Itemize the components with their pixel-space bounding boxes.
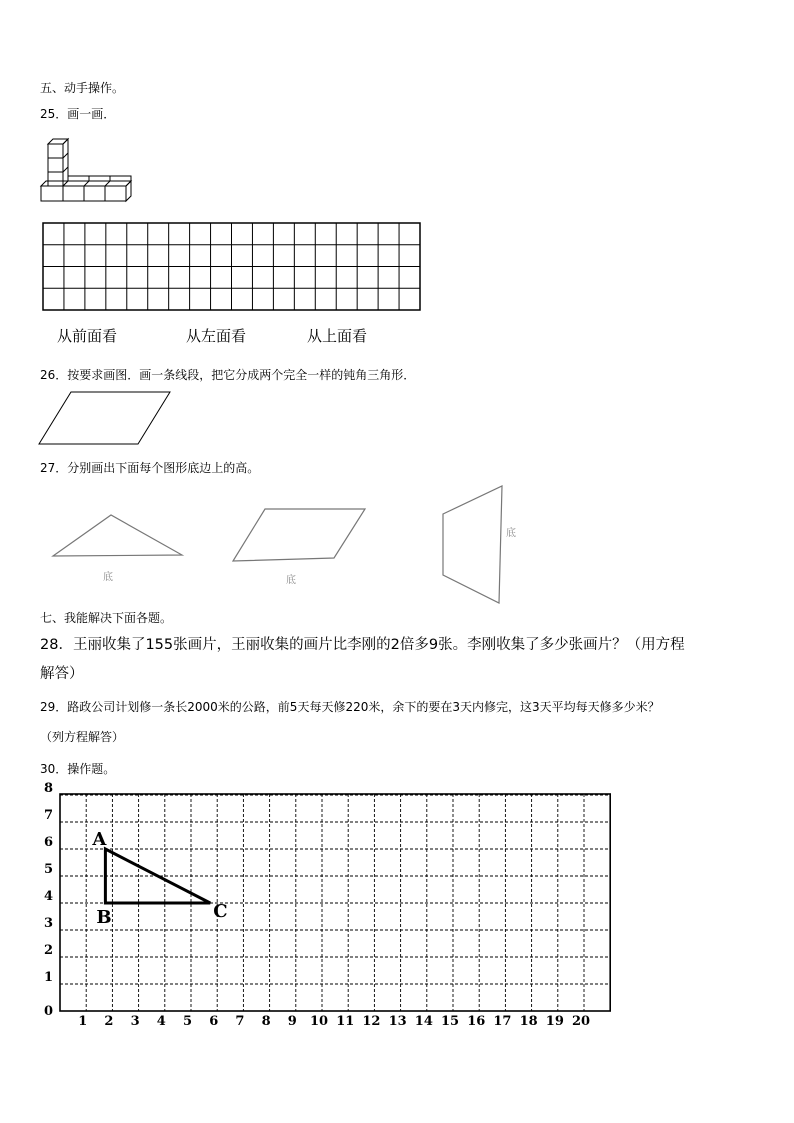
- q27-trapezoid-base-label: 底: [506, 528, 516, 539]
- q25-drawing-grid[interactable]: [43, 223, 420, 310]
- q30-x-tick-label: 4: [156, 1014, 166, 1029]
- q28-text-line1: 28．王丽收集了155张画片，王丽收集的画片比李刚的2倍多9张。李刚收集了多少张画片？（用方程: [40, 637, 685, 653]
- q30-x-tick-label: 13: [388, 1014, 407, 1029]
- q30-text: 30．操作题。: [40, 762, 116, 776]
- q30-x-tick-label: 5: [183, 1014, 193, 1029]
- section-five-heading: 五、动手操作。: [40, 81, 125, 95]
- q25-front-view-label: 从前面看: [57, 327, 118, 345]
- q30-y-tick-label: 0: [44, 1004, 54, 1019]
- q27-parallelogram-base-label: 底: [286, 575, 296, 586]
- q25-top-view-label: 从上面看: [307, 327, 368, 345]
- q29-text-line1: 29．路政公司计划修一条长2000米的公路，前5天每天修220米，余下的要在3天内修完，这3天平均每天修多少米？: [40, 700, 660, 714]
- q30-x-tick-label: 7: [235, 1014, 245, 1029]
- q30-x-tick-label: 20: [572, 1014, 591, 1029]
- section-seven-heading: 七、我能解决下面各题。: [40, 611, 173, 625]
- q30-x-tick-label: 8: [261, 1014, 271, 1029]
- q30-point-c-label: C: [213, 901, 228, 922]
- q30-point-a-label: A: [92, 829, 107, 850]
- q25-left-view-label: 从左面看: [186, 327, 247, 345]
- q26-text: 26．按要求画图．画一条线段，把它分成两个完全一样的钝角三角形．: [40, 368, 416, 382]
- q30-x-tick-label: 9: [287, 1014, 297, 1029]
- q25-text: 25．画一画．: [40, 107, 116, 121]
- q30-x-tick-label: 6: [209, 1014, 219, 1029]
- q30-y-axis-ticks: [44, 781, 53, 1019]
- q26-parallelogram: [39, 392, 170, 444]
- q27-triangle: [53, 515, 182, 556]
- q30-x-tick-label: 14: [414, 1014, 433, 1029]
- q30-y-tick-label: 8: [44, 781, 54, 796]
- q30-y-tick-label: 1: [44, 970, 54, 985]
- q30-x-tick-label: 1: [78, 1014, 88, 1029]
- q30-y-tick-label: 4: [44, 889, 54, 904]
- q30-x-axis-ticks: [78, 1014, 590, 1029]
- q30-x-tick-label: 2: [104, 1014, 114, 1029]
- q27-triangle-base-label: 底: [103, 572, 113, 583]
- q30-y-tick-label: 5: [44, 862, 54, 877]
- q30-x-tick-label: 10: [310, 1014, 329, 1029]
- q30-y-tick-label: 2: [44, 943, 54, 958]
- q27-trapezoid: [443, 486, 502, 603]
- q27-parallelogram: [233, 509, 365, 561]
- q30-x-tick-label: 19: [545, 1014, 564, 1029]
- q30-x-tick-label: 17: [493, 1014, 512, 1029]
- q25-cube-figure: [41, 139, 131, 201]
- q30-y-tick-label: 3: [44, 916, 54, 931]
- q30-x-tick-label: 3: [130, 1014, 140, 1029]
- q27-text: 27．分别画出下面每个图形底边上的高。: [40, 461, 260, 475]
- q30-y-tick-label: 7: [44, 808, 54, 823]
- q30-x-tick-label: 15: [441, 1014, 460, 1029]
- q30-x-tick-label: 16: [467, 1014, 486, 1029]
- q30-point-b-label: B: [96, 907, 112, 928]
- q30-y-tick-label: 6: [44, 835, 54, 850]
- q30-x-tick-label: 12: [362, 1014, 381, 1029]
- q28-text-line2: 解答）: [40, 666, 84, 682]
- q30-x-tick-label: 18: [519, 1014, 538, 1029]
- q29-text-line2: （列方程解答）: [40, 730, 125, 744]
- q30-x-tick-label: 11: [336, 1014, 355, 1029]
